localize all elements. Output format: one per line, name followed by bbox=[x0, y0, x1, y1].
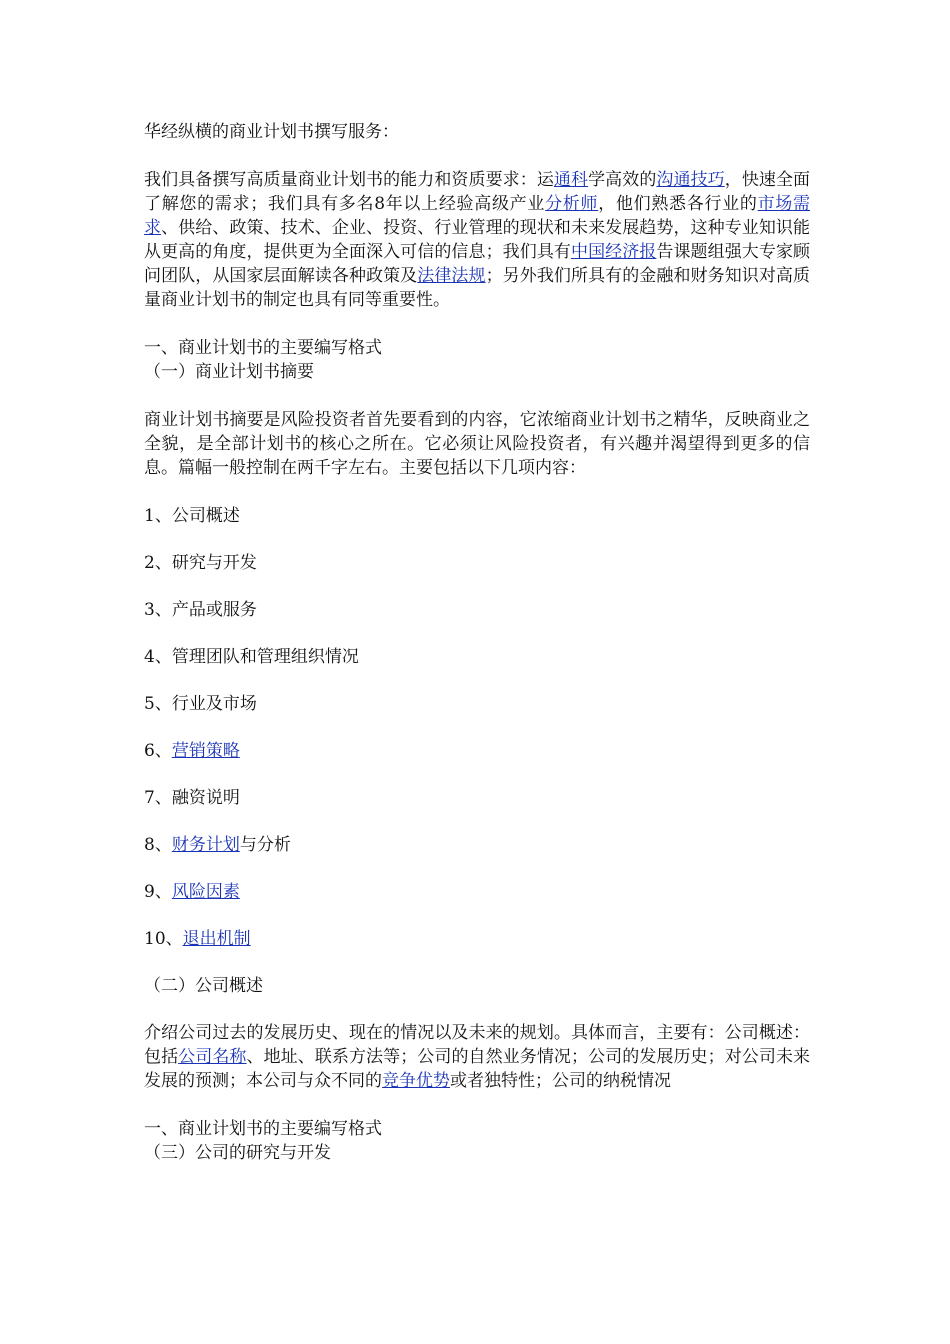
list-number: 6、 bbox=[144, 741, 172, 761]
company-text-1: 介绍公司过去的发展历史、现在的情况以及未来的规划。具体而言，主要有：公司概述：包括 bbox=[144, 1023, 810, 1067]
list-number: 9、 bbox=[144, 882, 172, 902]
link-risk-factors[interactable]: 风险因素 bbox=[171, 882, 240, 902]
company-text-3: 或者独特性；公司的纳税情况 bbox=[450, 1071, 671, 1091]
intro-paragraph bbox=[144, 168, 810, 312]
list-number: 8、 bbox=[144, 835, 172, 855]
list-item: 2、研究与开发 bbox=[144, 553, 257, 573]
list-number: 10、 bbox=[144, 929, 183, 949]
list-text: 与分析 bbox=[239, 835, 291, 855]
list-item: 1、公司概述 bbox=[144, 506, 240, 526]
link-analyst[interactable]: 分析师 bbox=[545, 194, 599, 214]
link-competitive-advantage[interactable]: 竞争优势 bbox=[382, 1071, 450, 1091]
list-item: 7、融资说明 bbox=[144, 788, 240, 808]
link-laws-regulations[interactable]: 法律法规 bbox=[417, 266, 486, 286]
list-item bbox=[144, 833, 810, 857]
intro-text-5: 、供给、政策、技术、企业、投资、行业管理的现状和未来发展趋势，这种专业知识能从更高的角度，提供更为全面深入可信的信息；我们具有 bbox=[144, 218, 811, 262]
company-text-2: 、地址、联系方法等；公司的自然业务情况；公司的发展历史；对公司未来发展的预测；本公司与众不同的 bbox=[144, 1047, 811, 1091]
link-market-demand[interactable]: 市场需求 bbox=[144, 194, 811, 238]
intro-text-1: 我们具备撰写高质量商业计划书的能力和资质要求：运 bbox=[144, 170, 554, 190]
link-communication-skills[interactable]: 沟通技巧 bbox=[656, 170, 725, 190]
section-heading: 一、商业计划书的主要编写格式 bbox=[144, 1119, 382, 1139]
intro-text-3: ，快速全面了解您的需求；我们具有多名8年以上经验高级产业 bbox=[144, 170, 811, 214]
document-page bbox=[144, 120, 810, 1165]
link-tongke[interactable]: 通科 bbox=[553, 170, 589, 190]
summary-paragraph: 商业计划书摘要是风险投资者首先要看到的内容，它浓缩商业计划书之精华，反映商业之全貌，是全部计划书的核心之所在。它必须让风险投资者，有兴趣并渴望得到更多的信息。篇幅一般控制在两千字左右。主要包括以下几项内容： bbox=[144, 410, 810, 478]
list-item: 4、管理团队和管理组织情况 bbox=[144, 647, 359, 667]
list-item: 3、产品或服务 bbox=[144, 600, 257, 620]
intro-text-4: ，他们熟悉各行业的 bbox=[598, 194, 758, 214]
subsection-heading-company: （二）公司概述 bbox=[144, 976, 263, 996]
link-company-name[interactable]: 公司名称 bbox=[178, 1047, 247, 1067]
intro-title: 华经纵横的商业计划书撰写服务： bbox=[144, 122, 399, 142]
intro-text-7: ；另外我们所具有的金融和财务知识对高质量商业计划书的制定也具有同等重要性。 bbox=[144, 266, 811, 310]
link-china-economic-news[interactable]: 中国经济报 bbox=[570, 242, 657, 262]
intro-text-6: 告课题组强大专家顾问团队，从国家层面解读各种政策及 bbox=[144, 242, 811, 286]
list-item bbox=[144, 739, 810, 763]
link-financial-plan[interactable]: 财务计划 bbox=[171, 835, 240, 855]
list-item: 5、行业及市场 bbox=[144, 694, 257, 714]
intro-text-2: 学高效的 bbox=[588, 170, 657, 190]
section-heading: 一、商业计划书的主要编写格式 bbox=[144, 338, 382, 358]
company-paragraph bbox=[144, 1021, 810, 1093]
list-item bbox=[144, 880, 810, 904]
link-exit-mechanism[interactable]: 退出机制 bbox=[182, 929, 251, 949]
link-marketing-strategy[interactable]: 营销策略 bbox=[171, 741, 240, 761]
list-item bbox=[144, 927, 810, 951]
subsection-heading-summary: （一）商业计划书摘要 bbox=[144, 362, 314, 382]
subsection-heading-rnd: （三）公司的研究与开发 bbox=[144, 1143, 331, 1163]
